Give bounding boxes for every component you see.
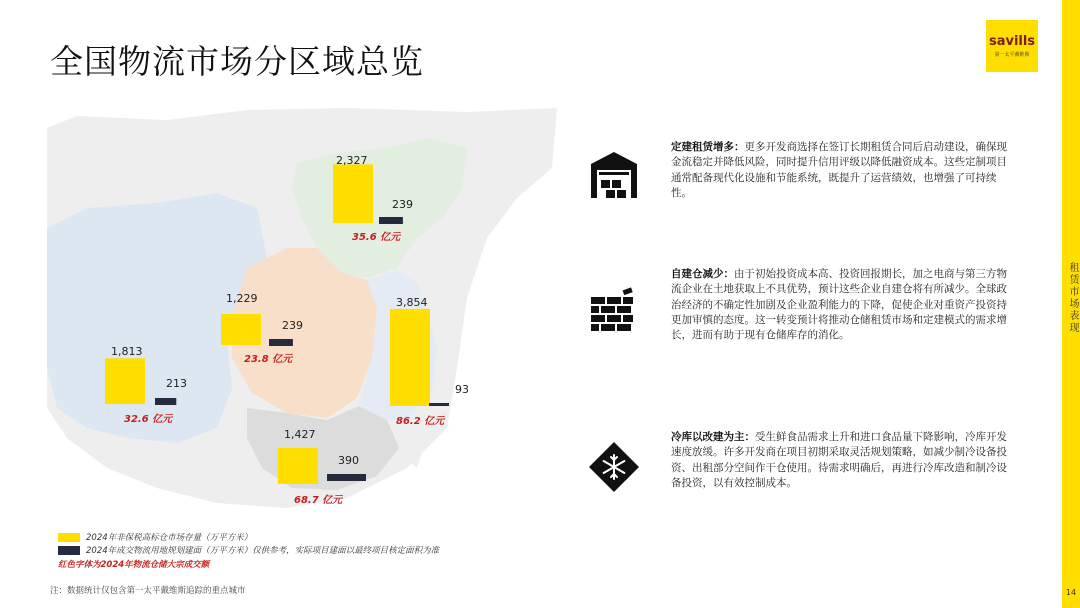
point-build-to-suit bbox=[671, 140, 1007, 201]
land-bar-central bbox=[269, 339, 293, 346]
west-land-label: 213 bbox=[166, 377, 187, 390]
section-label: 租赁市场表现 bbox=[1067, 262, 1078, 334]
central-stock-label: 1,229 bbox=[226, 292, 258, 305]
stock-bar-central bbox=[221, 314, 261, 345]
east-stock-label: 3,854 bbox=[396, 296, 428, 309]
east-deal-label: 86.2 亿元 bbox=[396, 416, 445, 427]
logo-subtitle: 第一太平戴维斯 bbox=[994, 51, 1030, 58]
land-bar-north bbox=[379, 217, 403, 224]
warehouse-icon bbox=[587, 148, 641, 202]
page-number: 14 bbox=[1065, 588, 1077, 597]
north-land-label: 239 bbox=[392, 198, 413, 211]
land-bar-south bbox=[327, 474, 366, 481]
south-land-label: 390 bbox=[338, 454, 359, 467]
stock-bar-west bbox=[105, 358, 145, 404]
west-stock-label: 1,813 bbox=[111, 345, 143, 358]
stock-bar-north bbox=[333, 164, 373, 223]
point-cold-storage-body: 受生鲜食品需求上升和进口食品量下降影响，冷库开发速度放缓。许多开发商在项目初期采取灵活规划策略，如减少制冷设备投资、出租部分空间作干仓使用。待需求明确后，再进行冷库改造和制冷设备投资，以有效控制成本。 bbox=[671, 431, 1007, 489]
legend-stock-swatch bbox=[58, 533, 80, 542]
point-build-to-suit-body: 更多开发商选择在签订长期租赁合同后启动建设，确保现金流稳定并降低风险，同时提升信用评级以降低融资成本。这些定制项目通常配备现代化设施和节能系统，既提升了运营绩效，也增强了可持续性。 bbox=[671, 141, 1007, 199]
point-self-built-body: 由于初始投资成本高、投资回报期长，加之电商与第三方物流企业在土地获取上不具优势，预计这些企业自建仓将有所减少。全球政治经济的不确定性加剧及企业盈利能力的下降，促使企业对重资产投资持更加审慎的态度。这一转变预计将推动仓储租赁市场和定建模式的需求增长，进而有助于现有仓储库存的消化。 bbox=[671, 268, 1007, 342]
snowflake-icon bbox=[587, 440, 641, 494]
legend-land-swatch bbox=[58, 546, 80, 555]
legend-red-note: 红色字体为2024年物流仓储大宗成交额 bbox=[58, 560, 210, 570]
land-bar-west bbox=[155, 398, 176, 405]
point-cold-storage bbox=[671, 430, 1007, 491]
legend-land-text: 2024年成交物流用地规划建面（万平方米）仅供参考，实际项目建面以最终项目核定面积为准 bbox=[86, 546, 440, 556]
east-land-label: 93 bbox=[455, 383, 469, 396]
south-deal-label: 68.7 亿元 bbox=[294, 495, 343, 506]
logo-brand: savills bbox=[988, 33, 1036, 49]
point-self-built bbox=[671, 267, 1007, 343]
stock-bar-east bbox=[390, 309, 430, 406]
page-title: 全国物流市场分区域总览 bbox=[50, 42, 424, 81]
point-cold-storage-head: 冷库以改建为主： bbox=[671, 431, 755, 443]
legend-stock-text: 2024年非保税高标仓市场存量（万平方米） bbox=[86, 533, 253, 543]
brick-wall-icon bbox=[587, 283, 641, 337]
north-stock-label: 2,327 bbox=[336, 154, 368, 167]
legend-stock bbox=[58, 531, 252, 543]
point-build-to-suit-head: 定建租赁增多： bbox=[671, 141, 745, 153]
north-deal-label: 35.6 亿元 bbox=[352, 232, 401, 243]
stock-bar-south bbox=[278, 448, 318, 484]
south-stock-label: 1,427 bbox=[284, 428, 316, 441]
west-deal-label: 32.6 亿元 bbox=[124, 414, 173, 425]
point-self-built-head: 自建仓减少： bbox=[671, 268, 734, 280]
central-deal-label: 23.8 亿元 bbox=[244, 354, 293, 365]
land-bar-east bbox=[429, 403, 449, 406]
savills-logo bbox=[986, 20, 1038, 72]
footnote: 注：数据统计仅包含第一太平戴维斯追踪的重点城市 bbox=[50, 586, 246, 596]
legend-land bbox=[58, 544, 439, 556]
central-land-label: 239 bbox=[282, 319, 303, 332]
